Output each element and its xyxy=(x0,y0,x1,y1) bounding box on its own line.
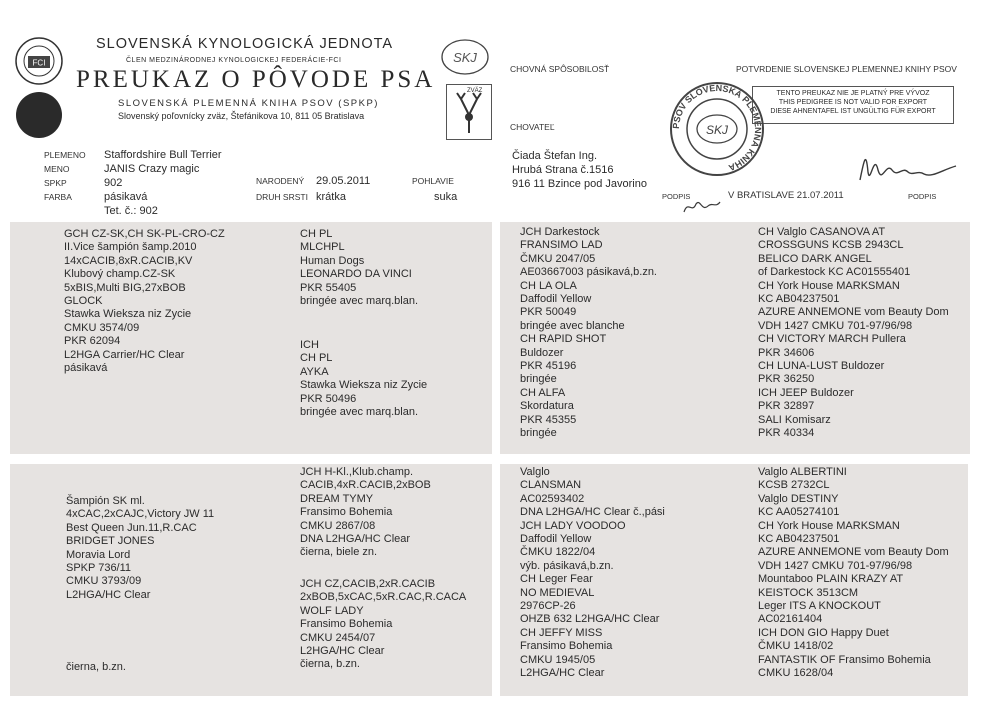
breeding-label: CHOVNÁ SPÔSOBILOSŤ xyxy=(510,64,610,74)
breed-value: Staffordshire Bull Terrier xyxy=(104,149,222,161)
pedigree-line: CLANSMAN xyxy=(520,479,582,492)
breeder-street: Hrubá Strana č.1516 xyxy=(512,164,614,176)
color-label: FARBA xyxy=(44,192,72,202)
name-value: JANIS Crazy magic xyxy=(104,163,200,175)
breeder-city: 916 11 Bzince pod Javorino xyxy=(512,178,647,190)
spkp-value: 902 xyxy=(104,177,123,189)
pedigree-line: FRANSIMO LAD xyxy=(520,239,603,252)
confirm-label: POTVRDENIE SLOVENSKEJ PLEMENNEJ KNIHY PSOV xyxy=(736,64,957,74)
pedigree-line: CMKU 2454/07 xyxy=(300,631,376,644)
pedigree-line: of Darkestock KC AC01555401 xyxy=(758,266,911,279)
pedigree-line: Best Queen Jun.11,R.CAC xyxy=(66,521,197,534)
member-line: ČLEN MEDZINÁRODNEJ KYNOLOGICKEJ FEDERÁCIE-FCI xyxy=(126,57,342,64)
pedigree-line: CMKU 3793/09 xyxy=(66,575,142,588)
pedigree-line: GLOCK xyxy=(64,295,103,308)
pedigree-line: CH PL xyxy=(300,352,333,365)
fci-logo xyxy=(14,36,64,86)
signature-label: PODPIS xyxy=(662,192,691,201)
stamp-ring-text: PSOV SLOVENSKÁ PLEMENNÁ KNIHA xyxy=(670,82,764,173)
pedigree-line: BRIDGET JONES xyxy=(66,535,155,548)
pedigree-line: bringée avec blanche xyxy=(520,319,625,332)
export-note-line: DIESE AHNENTAFEL IST UNGÜLTIG FÜR EXPORT xyxy=(770,108,936,115)
pedigree-line: ČMKU 1418/02 xyxy=(758,640,834,653)
pedigree-line: Buldozer xyxy=(520,346,564,359)
pedigree-line: ČMKU 1822/04 xyxy=(520,546,596,559)
pedigree-line: AC02593402 xyxy=(520,492,585,505)
pedigree-line: Moravia Lord xyxy=(66,548,131,561)
breeder-label: CHOVATEĽ xyxy=(510,122,555,132)
pedigree-line: Šampión SK ml. xyxy=(66,495,145,507)
pedigree-line: CH JEFFY MISS xyxy=(520,626,603,639)
pedigree-line: KEISTOCK 3513CM xyxy=(758,586,859,599)
color-value: pásikavá xyxy=(104,191,148,203)
coat-label: DRUH SRSTI xyxy=(256,192,308,202)
zvaz-logo-text: ZVÄZ xyxy=(467,88,483,94)
pedigree-line: Fransimo Bohemia xyxy=(520,640,613,653)
pedigree-line: bringée xyxy=(520,427,557,440)
pedigree-line: PKR 40334 xyxy=(758,427,815,440)
signature-mark xyxy=(852,140,962,200)
pedigree-line: CROSSGUNS KCSB 2943CL xyxy=(758,239,904,252)
pedigree-line: Fransimo Bohemia xyxy=(300,618,393,631)
pedigree-line: CMKU 2867/08 xyxy=(300,519,376,532)
export-note-box xyxy=(752,86,954,124)
pedigree-line: CH RAPID SHOT xyxy=(520,333,607,346)
pedigree-line: bringée xyxy=(520,373,557,386)
pedigree-line: CH Valglo CASANOVA AT xyxy=(758,226,886,238)
stamp-center-text: SKJ xyxy=(705,123,729,137)
date-place: V BRATISLAVE 21.07.2011 xyxy=(728,190,844,201)
pedigree-line: ICH DON GIO Happy Duet xyxy=(758,626,889,639)
membership-badge xyxy=(16,92,62,138)
pedigree-line: FANTASTIK OF Fransimo Bohemia xyxy=(758,653,931,666)
pedigree-line: JCH LADY VOODOO xyxy=(520,519,626,532)
pedigree-line: Leger ITS A KNOCKOUT xyxy=(758,600,881,613)
pedigree-line: 5xBIS,Multi BIG,27xBOB xyxy=(64,281,186,294)
pedigree-line: Valglo xyxy=(520,466,550,478)
pedigree-line: AZURE ANNEMONE vom Beauty Dom xyxy=(758,306,949,319)
tattoo-value: Tet. č.: 902 xyxy=(104,205,158,217)
pedigree-line: CH PL xyxy=(300,228,333,240)
pedigree-line: bringée avec marq.blan. xyxy=(300,295,419,308)
pedigree-line: CH York House MARKSMAN xyxy=(758,519,900,532)
pedigree-line: SPKP 736/11 xyxy=(66,562,132,575)
pedigree-line: L2HGA/HC Clear xyxy=(520,667,605,680)
pedigree-line: PKR 50496 xyxy=(300,392,357,405)
pedigree-line: CH LUNA-LUST Buldozer xyxy=(758,360,885,373)
gen4-top-block xyxy=(758,226,949,441)
pedigree-line: CMKU 1628/04 xyxy=(758,667,834,680)
pedigree-line: PKR 55405 xyxy=(300,281,357,294)
pedigree-line: NO MEDIEVAL xyxy=(520,586,595,599)
pedigree-line: DNA L2HGA/HC Clear č.,pási xyxy=(520,506,665,519)
dam-dam-block xyxy=(300,578,466,672)
gen3-top-block xyxy=(520,226,657,441)
pedigree-line: VDH 1427 CMKU 701-97/96/98 xyxy=(758,319,913,332)
pedigree-line: CH Leger Fear xyxy=(520,573,593,586)
pedigree-line: PKR 45196 xyxy=(520,360,577,373)
pedigree-line: CH ALFA xyxy=(520,386,566,399)
born-value: 29.05.2011 xyxy=(316,175,371,187)
fci-logo-text: FCI xyxy=(32,58,46,68)
pedigree-line: L2HGA/HC Clear xyxy=(300,645,385,658)
dam-sire-block xyxy=(300,466,431,560)
pedigree-line: PKR 50049 xyxy=(520,306,577,319)
skj-logo xyxy=(440,38,490,76)
dam-block xyxy=(66,495,214,602)
pedigree-line: PKR 36250 xyxy=(758,373,815,386)
book-name: SLOVENSKÁ PLEMENNÁ KNIHA PSOV (SPKP) xyxy=(118,98,379,109)
pedigree-line: čierna, biele zn. xyxy=(300,546,378,559)
pedigree-line: KCSB 2732CL xyxy=(758,479,830,492)
sire-sire-block xyxy=(300,228,418,308)
pedigree-line: PKR 62094 xyxy=(64,335,121,348)
breed-label: PLEMENO xyxy=(44,150,86,160)
pedigree-line: BELICO DARK ANGEL xyxy=(758,252,872,265)
pedigree-line: II.Vice šampión šamp.2010 xyxy=(64,241,197,254)
spkp-label: SPKP xyxy=(44,178,67,188)
sex-value: suka xyxy=(434,191,458,203)
pedigree-line: Daffodil Yellow xyxy=(520,533,592,546)
pedigree-line: pásikavá xyxy=(64,362,108,375)
sire-block xyxy=(64,228,225,375)
pedigree-line: Klubový champ.CZ-SK xyxy=(64,268,176,281)
pedigree-line: MLCHPL xyxy=(300,241,345,254)
gen3-bottom-block xyxy=(520,466,665,681)
pedigree-line: L2HGA/HC Clear xyxy=(66,588,151,601)
pedigree-line: KC AB04237501 xyxy=(758,293,840,306)
pedigree-line: CMKU 1945/05 xyxy=(520,653,596,666)
pedigree-line: AE03667003 pásikavá,b.zn. xyxy=(520,266,657,279)
pedigree-line: PKR 34606 xyxy=(758,346,815,359)
gen4-bottom-block xyxy=(758,466,949,681)
pedigree-line: LEONARDO DA VINCI xyxy=(300,268,412,281)
pedigree-line: CMKU 3574/09 xyxy=(64,321,140,334)
pedigree-line: Stawka Wieksza niz Zycie xyxy=(64,308,192,321)
pedigree-line: PKR 32897 xyxy=(758,400,815,413)
pedigree-line: 4xCAC,2xCAJC,Victory JW 11 xyxy=(66,508,215,521)
export-note-line: THIS PEDIGREE IS NOT VALID FOR EXPORT xyxy=(778,99,928,106)
born-label: NARODENÝ xyxy=(256,176,305,186)
coat-value: krátka xyxy=(316,191,346,203)
pedigree-line: OHZB 632 L2HGA/HC Clear xyxy=(520,613,660,626)
pedigree-line: výb. pásikavá,b.zn. xyxy=(520,559,614,572)
dam-color: čierna, b.zn. xyxy=(66,661,126,673)
pedigree-line: 2976CP-26 xyxy=(520,600,576,613)
pedigree-line: Valglo ALBERTINI xyxy=(758,466,847,478)
pedigree-line: JCH H-Kl.,Klub.champ. xyxy=(300,466,414,478)
sire-dam-block xyxy=(300,339,427,419)
signature-label: PODPIS xyxy=(908,192,937,201)
pedigree-line: ICH JEEP Buldozer xyxy=(758,386,854,399)
export-note-line: TENTO PREUKAZ NIE JE PLATNÝ PRE VÝVOZ xyxy=(776,90,930,97)
pedigree-line: KC AB04237501 xyxy=(758,533,840,546)
pedigree-line: 2xBOB,5xCAC,5xR.CAC,R.CACA xyxy=(300,591,467,604)
zvaz-logo xyxy=(446,84,492,140)
pedigree-line: SALI Komisarz xyxy=(758,413,831,426)
name-label: MENO xyxy=(44,164,70,174)
pedigree-line: AZURE ANNEMONE vom Beauty Dom xyxy=(758,546,949,559)
pedigree-line: L2HGA Carrier/HC Clear xyxy=(64,348,185,361)
pedigree-line: ICH xyxy=(300,339,319,351)
pedigree-line: JCH CZ,CACIB,2xR.CACIB xyxy=(300,578,436,590)
pedigree-line: čierna, b.zn. xyxy=(300,658,360,671)
address-line: Slovenský poľovnícky zväz, Štefánikova 10, 811 05 Bratislava xyxy=(118,111,365,121)
pedigree-line: PKR 45355 xyxy=(520,413,577,426)
pedigree-line: AYKA xyxy=(300,365,329,378)
pedigree-line: CH VICTORY MARCH Pullera xyxy=(758,333,906,346)
pedigree-line: WOLF LADY xyxy=(300,604,364,617)
pedigree-line: CH York House MARKSMAN xyxy=(758,279,900,292)
pedigree-line: CACIB,4xR.CACIB,2xBOB xyxy=(300,479,431,492)
pedigree-line: Valglo DESTINY xyxy=(758,492,839,505)
page-title: PREUKAZ O PÔVODE PSA xyxy=(76,66,436,93)
pedigree-line: Mountaboo PLAIN KRAZY AT xyxy=(758,573,904,586)
pedigree-line: Human Dogs xyxy=(300,254,365,267)
org-name: SLOVENSKÁ KYNOLOGICKÁ JEDNOTA xyxy=(96,36,394,52)
pedigree-line: Fransimo Bohemia xyxy=(300,506,393,519)
pedigree-line: DREAM TYMY xyxy=(300,492,374,505)
pedigree-line: VDH 1427 CMKU 701-97/96/98 xyxy=(758,559,913,572)
pedigree-line: GCH CZ-SK,CH SK-PL-CRO-CZ xyxy=(64,228,225,240)
official-stamp xyxy=(668,80,766,178)
pedigree-line: AC02161404 xyxy=(758,613,823,626)
initials-mark xyxy=(680,196,724,218)
skj-logo-text: SKJ xyxy=(453,50,477,65)
pedigree-line: bringée avec marq.blan. xyxy=(300,406,419,419)
pedigree-line: Stawka Wieksza niz Zycie xyxy=(300,379,428,392)
pedigree-line: JCH Darkestock xyxy=(520,226,600,238)
breeder-name: Čiada Štefan Ing. xyxy=(512,150,598,162)
sex-label: POHLAVIE xyxy=(412,176,454,186)
pedigree-line: Skordatura xyxy=(520,400,574,413)
pedigree-line: 14xCACIB,8xR.CACIB,KV xyxy=(64,254,193,267)
pedigree-line: ČMKU 2047/05 xyxy=(520,252,596,265)
pedigree-line: CH LA OLA xyxy=(520,279,577,292)
pedigree-line: Daffodil Yellow xyxy=(520,293,592,306)
pedigree-line: DNA L2HGA/HC Clear xyxy=(300,533,411,546)
pedigree-line: KC AA05274101 xyxy=(758,506,840,519)
